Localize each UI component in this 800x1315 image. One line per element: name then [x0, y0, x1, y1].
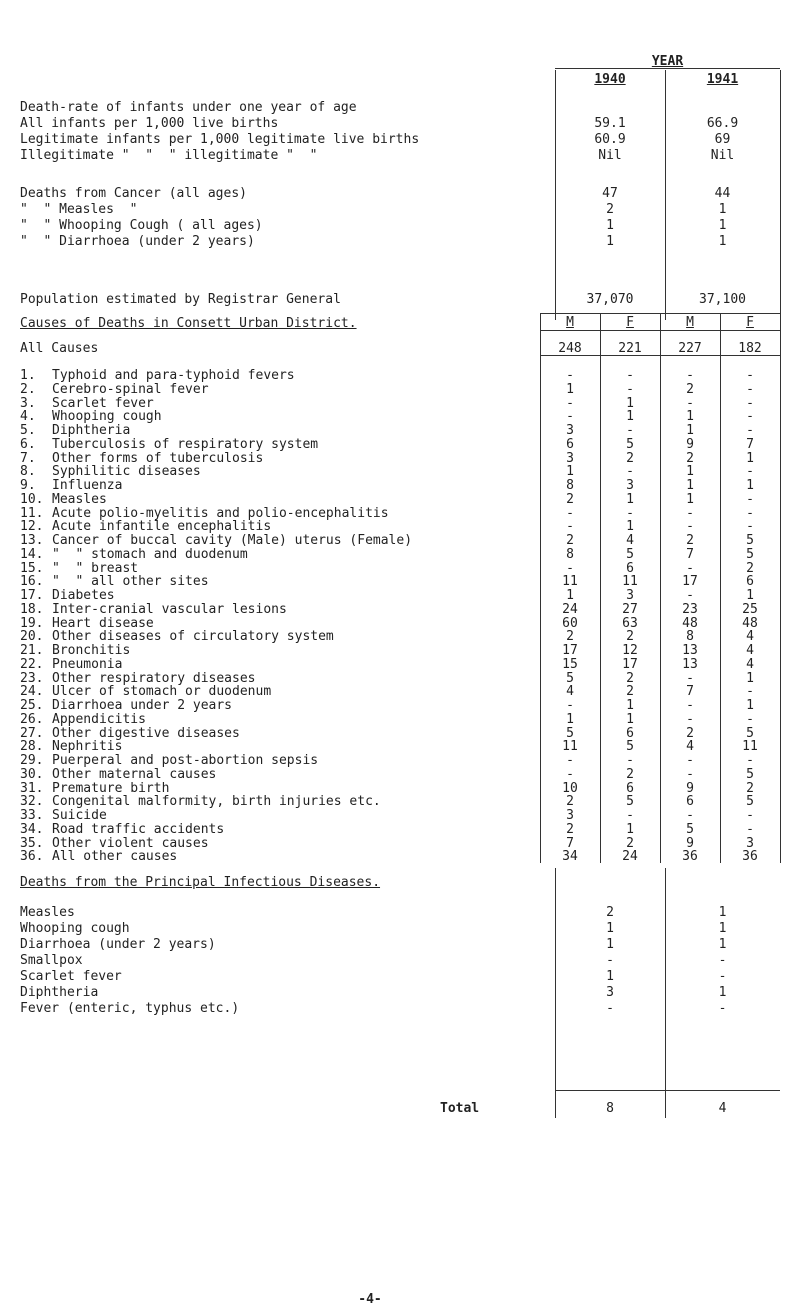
cause-value: 15: [562, 656, 578, 672]
cause-value: -: [746, 808, 754, 823]
cause-value: 11: [742, 739, 758, 755]
cause-label: Acute infantile encephalitis: [52, 519, 272, 535]
cause-number: 10.: [20, 491, 44, 507]
total-rule: [555, 1090, 780, 1091]
population-1941: 37,100: [699, 292, 746, 307]
cause-label: Measles: [52, 491, 107, 507]
cause-value: -: [566, 368, 574, 383]
col-header-f-1941: F: [746, 315, 754, 330]
cause-value: 1: [686, 423, 694, 438]
cause-value: 5: [626, 739, 634, 755]
cause-value: -: [626, 505, 634, 521]
cause-value: 1: [686, 464, 694, 480]
infectious-value-1941: -: [718, 1001, 727, 1016]
cause-number: 31.: [20, 780, 44, 796]
cause-value: 2: [626, 450, 634, 466]
total-1940: 8: [606, 1101, 614, 1116]
cause-value: 2: [686, 381, 694, 397]
cause-value: 36: [742, 849, 758, 865]
cause-label: Other respiratory diseases: [52, 670, 256, 686]
rate-value-1940: 60.9: [594, 132, 626, 147]
cause-value: 36: [682, 849, 698, 865]
death-value-1940: 1: [606, 218, 614, 233]
cause-value: -: [686, 588, 694, 603]
cause-label: Diphtheria: [52, 423, 131, 438]
year-1940: 1940: [594, 72, 626, 87]
cause-value: 5: [746, 725, 754, 741]
cause-number: 23.: [20, 670, 44, 686]
cause-number: 12.: [20, 519, 44, 535]
cause-value: -: [566, 560, 574, 576]
cause-label: Premature birth: [52, 780, 170, 796]
cause-value: -: [686, 711, 694, 727]
cause-value: 2: [566, 794, 574, 810]
cause-value: -: [626, 808, 634, 823]
total-1941: 4: [718, 1101, 727, 1116]
cause-value: 5: [566, 725, 574, 741]
cause-label: Appendicitis: [52, 711, 146, 727]
cause-value: 7: [566, 835, 574, 851]
cause-value: 6: [746, 574, 754, 590]
infectious-value-1941: 1: [718, 905, 727, 920]
infectious-value-1940: 1: [606, 937, 614, 952]
cause-label: Influenza: [52, 478, 123, 493]
infectious-label: Smallpox: [20, 953, 83, 968]
cause-label: " " all other sites: [52, 574, 209, 590]
cause-value: -: [566, 766, 574, 782]
cause-value: 1: [626, 698, 634, 713]
cause-value: 8: [566, 546, 574, 562]
cause-value: 11: [562, 574, 578, 590]
cause-label: Cerebro-spinal fever: [52, 381, 209, 397]
rate-value-1941: 69: [714, 132, 731, 147]
cause-value: 3: [566, 450, 574, 466]
cause-value: -: [746, 464, 754, 480]
cause-value: 3: [566, 808, 574, 823]
cause-value: -: [686, 808, 694, 823]
infectious-label: Fever (enteric, typhus etc.): [20, 1001, 240, 1016]
cause-value: 2: [686, 533, 694, 548]
cause-number: 13.: [20, 533, 44, 548]
causes-title: Causes of Deaths in Consett Urban District.: [20, 316, 357, 331]
cause-number: 35.: [20, 835, 44, 851]
cause-value: 63: [622, 615, 638, 631]
rate-label: Death-rate of infants under one year of age: [20, 100, 357, 115]
cause-value: 5: [626, 546, 634, 562]
cause-number: 36.: [20, 849, 44, 865]
rate-label: All infants per 1,000 live births: [20, 116, 279, 131]
cause-value: 6: [626, 560, 634, 576]
cause-number: 34.: [20, 821, 44, 837]
cause-number: 25.: [20, 698, 44, 713]
cause-value: -: [686, 670, 694, 686]
cause-value: 1: [746, 478, 754, 493]
cause-value: 11: [562, 739, 578, 755]
cause-value: 5: [746, 546, 754, 562]
cause-value: 23: [682, 601, 698, 617]
cause-value: 34: [562, 849, 578, 865]
cause-number: 33.: [20, 808, 44, 823]
death-value-1941: 1: [718, 202, 727, 217]
rate-label: Legitimate infants per 1,000 legitimate live births: [20, 132, 420, 147]
cause-number: 29.: [20, 753, 44, 768]
cause-value: 27: [622, 601, 638, 617]
infectious-value-1940: 2: [606, 905, 614, 920]
cause-value: 1: [566, 381, 574, 397]
cause-number: 21.: [20, 643, 44, 658]
infectious-value-1940: 1: [606, 969, 614, 984]
cause-value: -: [746, 368, 754, 383]
cause-value: 9: [686, 835, 694, 851]
cause-label: Heart disease: [52, 615, 154, 631]
cause-number: 3.: [20, 395, 36, 411]
cause-number: 11.: [20, 505, 44, 521]
cause-value: 5: [626, 436, 634, 452]
cause-label: Congenital malformity, birth injuries etc.: [52, 794, 381, 810]
cause-number: 27.: [20, 725, 44, 741]
col-header-m-1940: M: [566, 315, 574, 330]
cause-value: 2: [746, 560, 754, 576]
cause-value: 2: [626, 766, 634, 782]
cause-label: Other violent causes: [52, 835, 209, 851]
cause-number: 4.: [20, 409, 36, 425]
causes-right-rule: [780, 313, 781, 863]
cause-value: 5: [626, 794, 634, 810]
cause-value: 7: [746, 436, 754, 452]
cause-value: -: [746, 753, 754, 768]
cause-label: Whooping cough: [52, 409, 162, 425]
cause-label: Scarlet fever: [52, 395, 154, 411]
infectious-value-1941: 1: [718, 985, 727, 1000]
infectious-value-1940: 3: [606, 985, 614, 1000]
cause-number: 28.: [20, 739, 44, 755]
cause-value: -: [746, 395, 754, 411]
cause-value: -: [746, 491, 754, 507]
cause-value: 2: [686, 450, 694, 466]
cause-label: Diabetes: [52, 588, 115, 603]
cause-label: Other digestive diseases: [52, 725, 240, 741]
cause-value: -: [566, 395, 574, 411]
cause-value: 6: [686, 794, 694, 810]
cause-number: 20.: [20, 629, 44, 645]
cause-number: 9.: [20, 478, 36, 493]
cause-value: 9: [686, 436, 694, 452]
cause-value: 1: [746, 588, 754, 603]
death-label: " " Measles ": [20, 202, 138, 217]
cause-value: 2: [566, 629, 574, 645]
cause-value: 5: [746, 794, 754, 810]
cause-value: 1: [566, 464, 574, 480]
all-causes-m-1940: 248: [558, 341, 582, 356]
cause-value: 5: [566, 670, 574, 686]
cause-value: 60: [562, 615, 578, 631]
death-label: " " Whooping Cough ( all ages): [20, 218, 263, 233]
infectious-value-1941: 1: [718, 937, 727, 952]
cause-value: 12: [622, 643, 638, 658]
cause-value: -: [746, 381, 754, 397]
cause-number: 5.: [20, 423, 36, 438]
cause-value: 1: [686, 409, 694, 425]
cause-value: 1: [626, 395, 634, 411]
cause-value: 1: [626, 491, 634, 507]
cause-label: Bronchitis: [52, 643, 131, 658]
cause-value: -: [746, 409, 754, 425]
cause-number: 30.: [20, 766, 44, 782]
death-value-1940: 1: [606, 234, 614, 249]
cause-value: 8: [566, 478, 574, 493]
cause-value: -: [746, 821, 754, 837]
infectious-title: Deaths from the Principal Infectious Diseases.: [20, 875, 381, 890]
cause-label: Puerperal and post-abortion sepsis: [52, 753, 319, 768]
cause-value: 4: [746, 656, 754, 672]
cause-value: 7: [686, 546, 694, 562]
page-number: -4-: [358, 1292, 382, 1307]
cause-value: 17: [682, 574, 698, 590]
infectious-label: Scarlet fever: [20, 969, 122, 984]
cause-value: 7: [686, 684, 694, 700]
cause-value: -: [686, 753, 694, 768]
cause-value: 48: [742, 615, 758, 631]
cause-value: -: [686, 368, 694, 383]
rates-right-rule: [780, 70, 781, 320]
cause-value: 4: [686, 739, 694, 755]
cause-value: 4: [566, 684, 574, 700]
cause-value: -: [626, 464, 634, 480]
cause-value: 1: [566, 588, 574, 603]
death-label: " " Diarrhoea (under 2 years): [20, 234, 255, 249]
infectious-value-1940: -: [606, 953, 614, 968]
cause-number: 15.: [20, 560, 44, 576]
cause-value: 2: [566, 533, 574, 548]
cause-value: -: [626, 423, 634, 438]
cause-value: 48: [682, 615, 698, 631]
cause-value: -: [686, 395, 694, 411]
cause-value: -: [566, 753, 574, 768]
cause-value: 3: [746, 835, 754, 851]
cause-label: All other causes: [52, 849, 178, 865]
cause-number: 8.: [20, 464, 36, 480]
cause-number: 24.: [20, 684, 44, 700]
rate-value-1941: Nil: [710, 148, 735, 163]
cause-label: " " stomach and duodenum: [52, 546, 248, 562]
all-causes-f-1941: 182: [738, 341, 762, 356]
cause-value: 5: [746, 766, 754, 782]
cause-number: 7.: [20, 450, 36, 466]
cause-value: 9: [686, 780, 694, 796]
cause-value: 25: [742, 601, 758, 617]
cause-label: Diarrhoea under 2 years: [52, 698, 233, 713]
cause-number: 32.: [20, 794, 44, 810]
death-value-1941: 1: [718, 218, 727, 233]
cause-value: 3: [626, 478, 634, 493]
cause-label: Other maternal causes: [52, 766, 217, 782]
cause-value: -: [686, 698, 694, 713]
cause-value: 24: [622, 849, 638, 865]
cause-number: 18.: [20, 601, 44, 617]
cause-value: 10: [562, 780, 578, 796]
death-value-1940: 47: [602, 186, 618, 201]
cause-label: Nephritis: [52, 739, 123, 755]
cause-value: -: [746, 711, 754, 727]
cause-value: 1: [746, 450, 754, 466]
cause-value: 1: [686, 478, 694, 493]
cause-value: 2: [686, 725, 694, 741]
year-1941: 1941: [706, 72, 739, 87]
rate-value-1941: 66.9: [706, 116, 739, 131]
cause-value: 17: [622, 656, 638, 672]
cause-label: Acute polio-myelitis and polio-encephalitis: [52, 505, 389, 521]
cause-value: 1: [746, 670, 754, 686]
cause-value: 3: [566, 423, 574, 438]
cause-label: " " breast: [52, 560, 139, 576]
cause-label: Tuberculosis of respiratory system: [52, 436, 319, 452]
col-header-f-1940: F: [626, 315, 634, 330]
cause-value: 3: [626, 588, 634, 603]
infectious-value-1941: -: [718, 953, 727, 968]
cause-label: Other diseases of circulatory system: [52, 629, 334, 645]
cause-value: -: [686, 505, 694, 521]
cause-number: 14.: [20, 546, 44, 562]
infectious-value-1940: -: [606, 1001, 614, 1016]
death-label: Deaths from Cancer (all ages): [20, 186, 247, 201]
cause-value: 1: [626, 821, 634, 837]
cause-value: 11: [622, 574, 638, 590]
year-label: YEAR: [651, 54, 684, 69]
cause-value: 6: [566, 436, 574, 452]
cause-value: -: [566, 698, 574, 713]
cause-value: 2: [626, 629, 634, 645]
rate-value-1940: Nil: [598, 148, 622, 163]
cause-value: 17: [562, 643, 578, 658]
population-label: Population estimated by Registrar General: [20, 292, 341, 307]
cause-label: Inter-cranial vascular lesions: [52, 601, 287, 617]
col-header-m-1941: M: [686, 315, 694, 330]
cause-value: 6: [626, 780, 634, 796]
cause-number: 6.: [20, 436, 36, 452]
cause-number: 16.: [20, 574, 44, 590]
cause-value: 4: [746, 643, 754, 658]
cause-value: 1: [686, 491, 694, 507]
total-label: Total: [440, 1101, 480, 1116]
infectious-value-1940: 1: [606, 921, 614, 936]
cause-number: 26.: [20, 711, 44, 727]
cause-value: 5: [686, 821, 694, 837]
cause-value: -: [626, 368, 634, 383]
cause-value: 1: [746, 698, 754, 713]
cause-value: 2: [566, 821, 574, 837]
cause-value: 1: [626, 711, 634, 727]
cause-value: -: [686, 766, 694, 782]
cause-value: -: [626, 381, 634, 397]
cause-value: 24: [562, 601, 578, 617]
death-value-1940: 2: [606, 202, 614, 217]
cause-label: Suicide: [52, 808, 107, 823]
cause-label: Other forms of tuberculosis: [52, 450, 264, 466]
all-causes-m-1941: 227: [678, 341, 702, 356]
cause-label: Road traffic accidents: [52, 821, 225, 837]
cause-value: 6: [626, 725, 634, 741]
cause-value: -: [746, 505, 754, 521]
infectious-value-1941: 1: [718, 921, 727, 936]
rate-label: Illegitimate " " " illegitimate " ": [20, 148, 318, 163]
cause-value: 4: [746, 629, 754, 645]
population-1940: 37,070: [586, 292, 634, 307]
infectious-label: Measles: [20, 905, 75, 920]
cause-label: Cancer of buccal cavity (Male) uterus (Female): [52, 533, 413, 548]
cause-value: 13: [682, 656, 698, 672]
all-causes-f-1940: 221: [618, 341, 642, 356]
cause-label: Pneumonia: [52, 656, 123, 672]
infectious-label: Diarrhoea (under 2 years): [20, 937, 216, 952]
cause-value: -: [746, 684, 754, 700]
cause-value: -: [746, 423, 754, 438]
cause-value: 1: [626, 409, 634, 425]
cause-value: 4: [626, 533, 634, 548]
cause-value: 2: [566, 491, 574, 507]
cause-value: -: [626, 753, 634, 768]
cause-number: 19.: [20, 615, 44, 631]
cause-label: Typhoid and para-typhoid fevers: [52, 368, 295, 383]
cause-number: 22.: [20, 656, 44, 672]
cause-number: 17.: [20, 588, 44, 603]
cause-number: 2.: [20, 381, 36, 397]
cause-value: 1: [566, 711, 574, 727]
cause-value: 2: [746, 780, 754, 796]
infectious-label: Whooping cough: [20, 921, 130, 936]
cause-value: -: [746, 519, 754, 535]
death-value-1941: 44: [714, 186, 731, 201]
cause-value: -: [686, 560, 694, 576]
cause-value: 5: [746, 533, 754, 548]
infectious-label: Diphtheria: [20, 985, 99, 1000]
rate-value-1940: 59.1: [594, 116, 626, 131]
cause-value: 2: [626, 670, 634, 686]
cause-value: -: [566, 519, 574, 535]
cause-value: 2: [626, 835, 634, 851]
cause-value: 1: [626, 519, 634, 535]
cause-value: 13: [682, 643, 698, 658]
cause-number: 1.: [20, 368, 36, 383]
cause-label: Syphilitic diseases: [52, 464, 201, 480]
cause-value: -: [566, 505, 574, 521]
death-value-1941: 1: [718, 234, 727, 249]
cause-value: 2: [626, 684, 634, 700]
all-causes-label: All Causes: [20, 341, 99, 356]
cause-value: -: [566, 409, 574, 425]
infectious-value-1941: -: [718, 969, 727, 984]
cause-value: -: [686, 519, 694, 535]
cause-label: Ulcer of stomach or duodenum: [52, 684, 272, 700]
cause-value: 8: [686, 629, 694, 645]
